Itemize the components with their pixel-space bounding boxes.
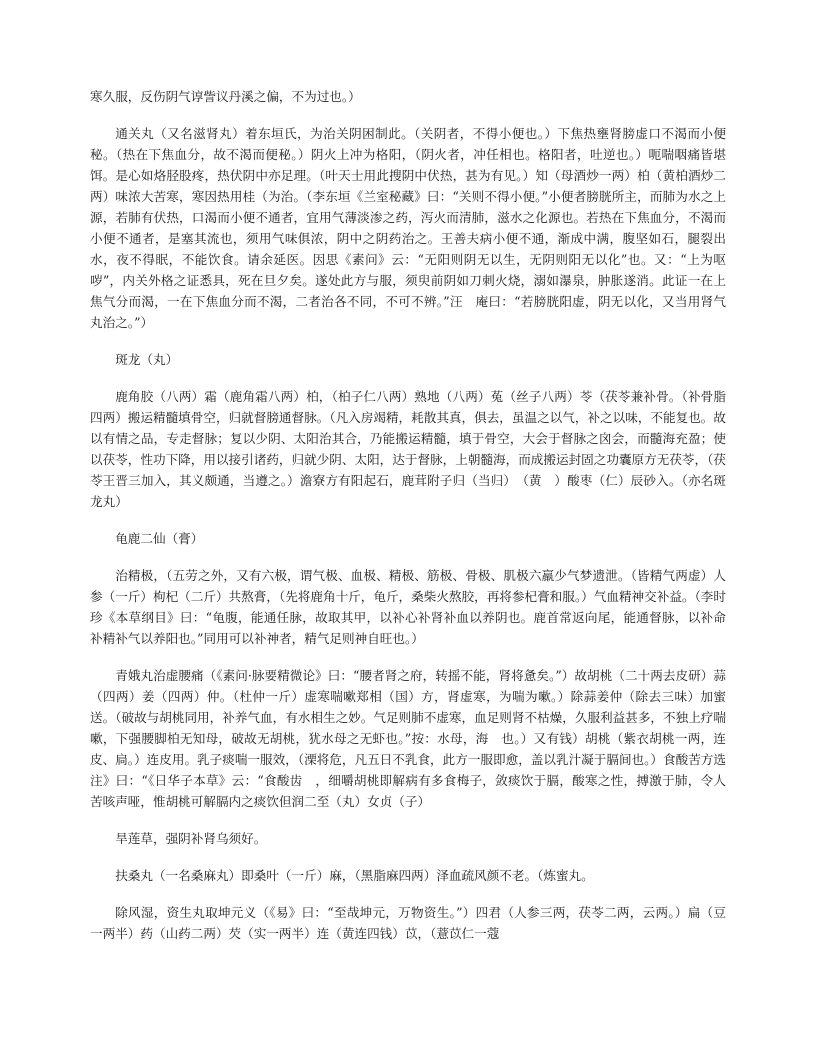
heading-guilu-erxian-gao: 龟鹿二仙（膏） bbox=[115, 531, 204, 546]
paragraph-qinge-wan: 青娥丸治虚腰痛（《素问·脉要精微论》曰：“腰者肾之府，转摇不能，肾将惫矣。”）故胡桃（二十两去皮研）蒜（四两）姜（四两）仲。（杜仲一斤）虚寒喘嗽郑相（国）方，肾虚寒，为喘为嗽。）除蒜姜仲（除去三味）加蜜送。（破故与胡桃同用，补养气血，有水相生之妙。气足则肺不虚寒，血足则肾不枯燥，久服利益甚多，不独上疗喘嗽，下强腰脚柏无知母，破故无胡桃，犹水母之无虾也。”按：水母，海 也。）又有钱）胡桃（紫衣胡桃一两，连皮、扃。）连皮用。乳子痰喘一服效，（溧将危，凡五日不乳食，此方一服即愈，盖以乳汁凝于膈间也。）食酸苦方选注》曰：“《日华子本草》云：“食酸齿 ，细嚼胡桃即解病有多食梅子，敛痰饮于膈，酸寒之性，搏激于肺，令人苦咳声哑，惟胡桃可解膈内之痰饮但润二至（丸）女贞（子） bbox=[90, 668, 726, 809]
paragraph-hanliancao: 旱莲草，强阴补肾乌须好。 bbox=[115, 831, 267, 846]
paragraph-continuation: 寒久服，反伤阴气谆訾议丹溪之偏，不为过也。） bbox=[90, 89, 361, 104]
paragraph-guilu-erxian-gao: 治精极，（五劳之外，又有六极，谓气极、血极、精极、筋极、骨极、肌极六羸少气梦遗泄。（皆精气两虚）人参（一斤）枸杞（二斤）共熬膏，（先将鹿角十斤，龟斤，桑柴火熬胶，再将参杞膏和服。）气血精神交补益。（李时珍《本草纲目》曰：“龟腹，能通任脉，故取其甲，以补心补肾补血以养阴也。鹿首常返向尾，能通督脉，以补命补精补气以养阳也。”同用可以补神者，精气足则神自旺也。） bbox=[90, 568, 726, 646]
paragraph-tongguan-wan: 通关丸（又名滋肾丸）着东垣氏，为治关阴困制此。（关阴者，不得小便也。）下焦热壅肾膀虚口不渴而小便秘。（热在下焦血分，故不渴而便秘。）阴火上冲为格阳，（阴火者，冲任相也。格阳者，吐逆也。）呃喘咽痛皆堪饵。是心如烙胫股疼，热伏阴中亦足理。（叶天士用此搜阴中伏热，甚为有见。）知（母酒炒一两）柏（黄柏酒炒二两）味浓大苦寒，寒因热用桂（为治。（李东垣《兰室秘藏》曰：“关则不得小便。”小便者膀胱所主，而肺为水之上源，若肺有伏热，口渴而小便不通者，宜用气薄淡渗之药，泻火而清肺，滋水之化源也。若热在下焦血分，不渴而小便不通者，是塞其流也，须用气味俱浓，阴中之阴药治之。王善夫病小便不通，渐成中满，腹坚如石，腿裂出水，夜不得眠，不能饮食。请余延医。因思《素问》云：“无阳则阴无以生，无阴则阳无以化”也。又：“上为呕哕”，内关外格之证悉具，死在旦夕矣。遂处此方与服，须臾前阴如刀刺火烧，溺如瀑泉，肿胀遂消。此证一在上焦气分而渴，一在下焦血分而不渴，二者治各不同，不可不辨。”汪 庵曰：“若膀胱阳虚，阴无以化，又当用肾气丸治之。”） bbox=[90, 126, 726, 330]
paragraph-fusang-wan: 扶桑丸（一名桑麻丸）即桑叶（一斤）麻，（黑脂麻四两）泽血疏风颜不老。（炼蜜丸。 bbox=[115, 868, 594, 883]
heading-banlong-wan: 斑龙（丸） bbox=[115, 352, 179, 367]
paragraph-banlong-wan: 鹿角胶（八两）霜（鹿角霜八两）柏，（柏子仁八两）熟地（八两）菟（丝子八两）苓（茯苓兼补骨。（补骨脂四两）搬运精髓填骨空，归就督膀通督脉。（凡入房竭精，耗散其真，俱去，虽温之以气，补之以味，不能复也。故以有情之品，专走督脉；复以少阴、太阳治其合，乃能搬运精髓，填于骨空，大会于督脉之囟会，而髓海充盈；使以茯苓，性功下降，用以接引诸药，归就少阴、太阳，达于督脉，上朝髓海，而成搬运封固之功囊原方无茯苓，（茯苓王晋三加入，其义颇通，当遵之。）澹寮方有阳起石，鹿茸附子归（当归） （黄 ）酸枣（仁）辰砂入。（亦名斑龙丸） bbox=[90, 389, 726, 509]
document-page bbox=[90, 86, 726, 960]
paragraph-zisheng-wan: 除风湿，资生丸取坤元义（《易》曰：“至哉坤元，万物资生。”）四君（人参三两，茯苓二两，云两。）扁（豆一两半）药（山药二两）芡（实一两半）连（黄连四钱）苡，（薏苡仁一蔻 bbox=[90, 905, 726, 941]
